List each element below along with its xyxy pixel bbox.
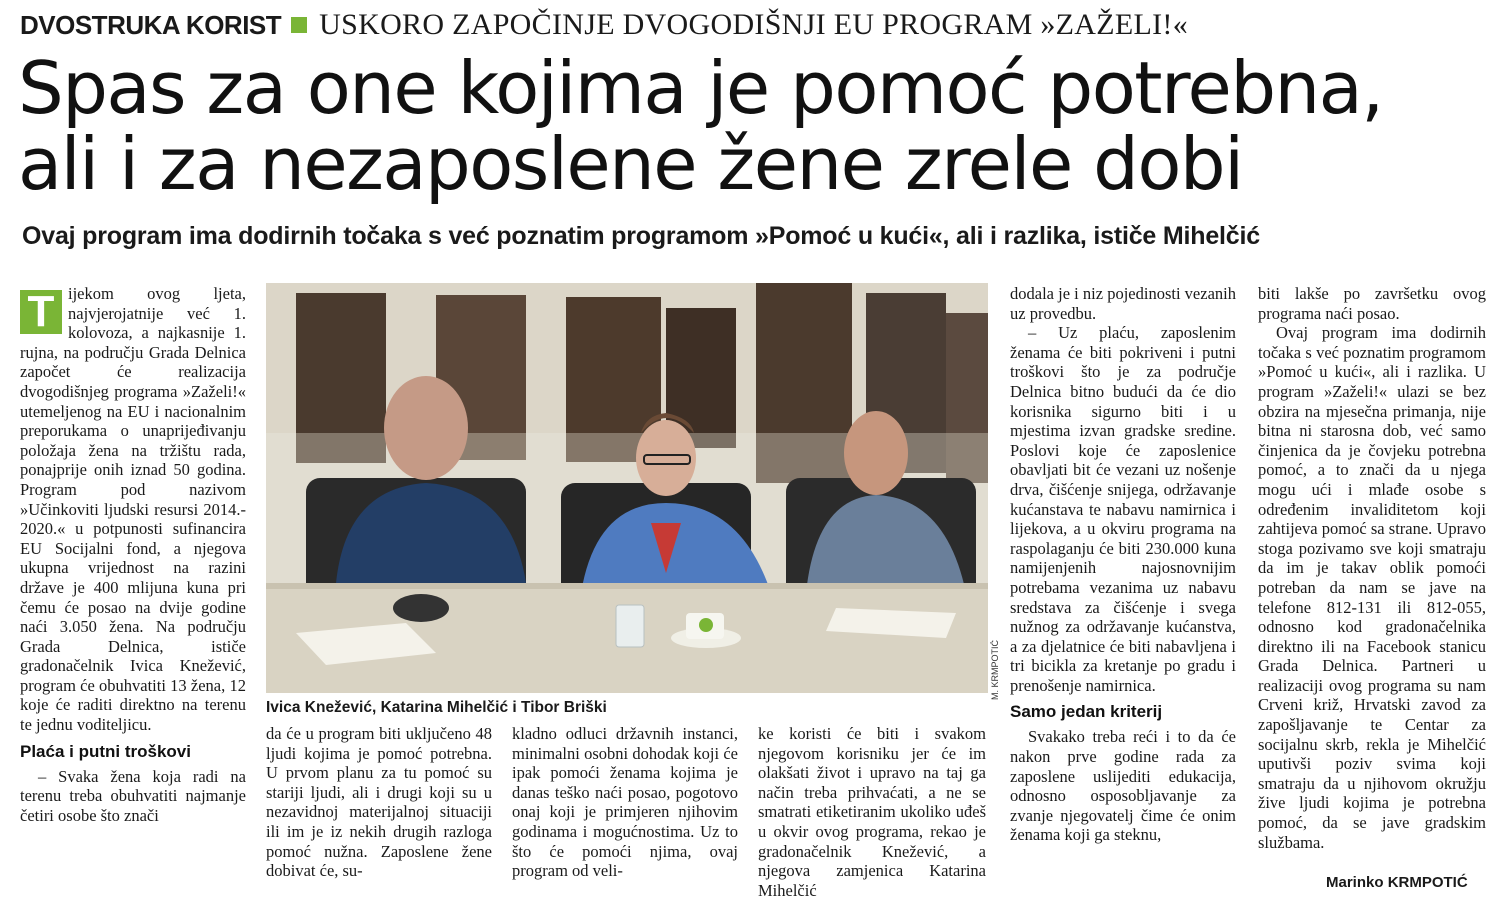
article-column-5 [1010, 284, 1236, 845]
paragraph: kladno odluci državnih instanci, minimalni osobni dohodak koji će ipak pomoći ženama kojima je danas teško naći posao, pogotovo onaj koji je primjeren njihovim godinama i mogućnostima. Uz to što će pomoći njima, ovaj program od veli- [512, 724, 738, 881]
paragraph: dodala je i niz pojedinosti vezanih uz provedbu. [1010, 284, 1236, 323]
paragraph: ke koristi će biti i svakom njegovom korisniku jer će im olakšati život i upravo na taj ga način treba prihvaćati, a ne se smatrati etiketiranim ukoliko uđeš u okvir ovog programa, rekao je gradonačelnik Knežević, a njegova zamjenica Katarina Mihelčić [758, 724, 986, 900]
article-column-4 [758, 724, 986, 900]
author-byline: Marinko KRMPOTIĆ [1326, 874, 1468, 891]
accent-square-icon [291, 17, 307, 33]
paragraph: Ovaj program ima dodirnih točaka s već poznatim programom »Pomoć u kući«, ali i razlika. U program »Zaželi!« ulazi se bez obzira na mjesečna primanja, nije bitna ni starosna dob, već samo činjenica da je čovjeku potrebna pomoć, a to znači da u njega mogu ući i mlađe osobe s određenim invaliditetom koji zahtijeva pomoć sa strane. Upravo stoga pozivamo sve koji smatraju da im je takav oblik pomoći potreban da nam se jave na telefone 812-131 ili 812-055, odnosno kod gradonačelnika direktno ili na Facebook stanicu Grada Delnica. Partneri u realizaciji ovog programa su nam Crveni križ, Hrvatski zavod za zapošljavanje te Centar za socijalnu skrb, rekla je Mihelčić uputivši poziv svima koji smatraju da u njihovom okružju žive ljudi kojima je potrebna pomoć, da se jave gradskim službama. [1258, 323, 1486, 852]
subheadline: Ovaj program ima dodirnih točaka s već poznatim programom »Pomoć u kući«, ali i razlika, ističe Mihelčić [22, 222, 1260, 250]
paragraph: biti lakše po završetku ovog programa naći posao. [1258, 284, 1486, 323]
article-photo [266, 283, 988, 693]
subheading-kriterij: Samo jedan kriterij [1010, 702, 1163, 722]
subheading-placa: Plaća i putni troškovi [20, 741, 191, 761]
headline-line-2: ali i za nezaposlene žene zrele dobi [18, 122, 1243, 206]
drop-cap: T [20, 290, 62, 334]
section-label: DVOSTRUKA KORIST [20, 9, 282, 40]
paragraph: – Svaka žena koja radi na terenu treba obuhvatiti najmanje četiri osobe što znači [20, 766, 246, 825]
photo-credit: M. KRMPOTIĆ [990, 640, 1000, 700]
paragraph: da će u program biti uključeno 48 ljudi kojima je pomoć potrebna. U prvom planu za tu pomoć su stariji ljudi, ali i drugi koji su u nezavidnoj materijalnoj situaciji ili im je iz nekih drugih razloga pomoć nužna. Zaposlene žene dobivat će, su- [266, 724, 492, 881]
intro-paragraph: T ijekom ovog ljeta, najvjerojatnije već 1. kolovoza, a najkasnije 1. rujna, na području Grada Delnica započet će realizacija dvogodišnjeg programa »Zaželi!« utemeljenog na EU i nacionalnim preporukama o unaprijeđivanju položaja žena na tržištu rada, ponajprije onih iznad 50 godina. Program pod nazivom »Učinkoviti ljudski resursi 2014.- 2020.« u potpunosti sufinancira EU Socijalni fond, a njegova ukupna vrijednost na razini države je 400 mlijuna kuna pri čemu će posao na dvije godine naći 3.050 žena. Na području Grada Delnica, ističe gradonačelnik Ivica Knežević, program će obuhvatiti 13 žena, 12 koje će raditi direktno na terenu te jednu voditeljicu. [20, 284, 246, 735]
kicker [20, 8, 1188, 42]
article-column-6 [1258, 284, 1486, 852]
headline [18, 46, 1488, 206]
topic-label: USKORO ZAPOČINJE DVOGODIŠNJI EU PROGRAM »ZAŽELI!« [319, 8, 1189, 41]
paragraph: – Uz plaću, zaposlenim ženama će biti pokriveni i putni troškovi što je za područje Delnica bitno budući da će dio korisnika sigurno biti i u mjestima izvan gradske sredine. Poslovi koje će zaposlenice obavljati bit će vezani uz nošenje drva, čišćenje snijega, održavanje kućanstava te nabavu namirnica i lijekova, a u okviru programa na raspolaganju će biti 230.000 kuna namijenjenih najosnovnijim potrebama vezanima uz nabavu sredstava za čišćenje i svega nužnog za održavanje kućanstva, a za djelatnice će biti nabavljena i tri bicikla za kretanje po gradu i prenošenje namirnica. [1010, 323, 1236, 695]
article-column-3 [512, 724, 738, 881]
article-column-2 [266, 724, 492, 881]
paragraph: Svakako treba reći i to da će nakon prve godine rada za zaposlene uslijediti edukacija, odnosno osposobljavanje za zvanje njegovatelj čime će onim ženama koji ga steknu, [1010, 727, 1236, 845]
photo-caption: Ivica Knežević, Katarina Mihelčić i Tibor Briški [266, 699, 607, 716]
meeting-photo-image [266, 283, 988, 693]
headline-line-1: Spas za one kojima je pomoć potrebna, [18, 46, 1383, 130]
article-column-1 [20, 284, 246, 825]
